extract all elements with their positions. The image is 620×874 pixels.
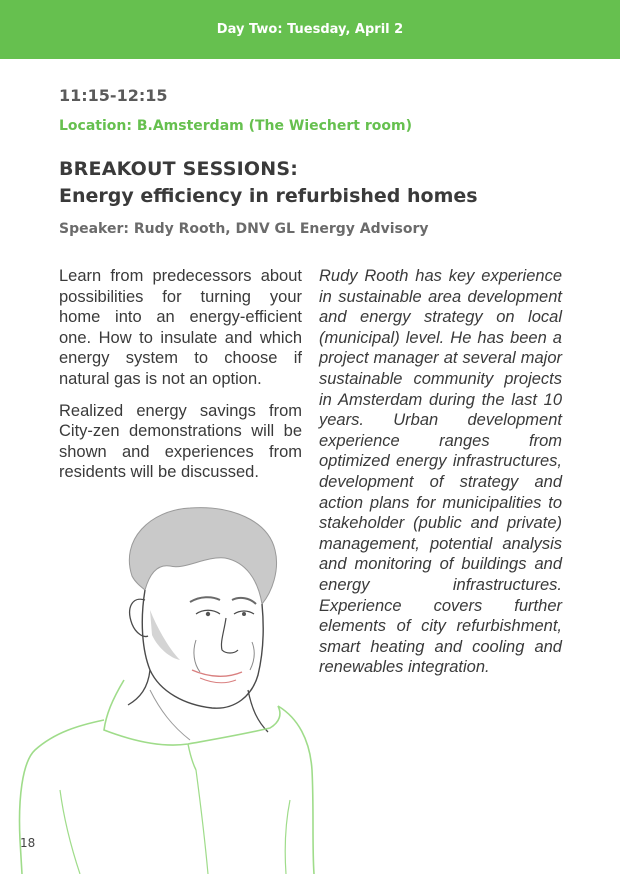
- session-location: Location: B.Amsterdam (The Wiechert room): [59, 118, 412, 134]
- shirt-fold-left: [60, 790, 80, 874]
- smile-line-right: [250, 642, 254, 670]
- ear-outline: [130, 599, 148, 636]
- shirt-collar: [104, 680, 280, 745]
- page-header: [0, 0, 620, 59]
- pupil-left: [206, 612, 210, 616]
- page-number: 18: [20, 836, 36, 850]
- session-title-line1: BREAKOUT SESSIONS:: [59, 158, 299, 180]
- description-paragraph-2: Realized energy savings from City-zen demonstrations will be shown and experiences from residents will be discussed.: [59, 401, 302, 482]
- header-title: Day Two: Tuesday, April 2: [216, 22, 404, 37]
- description-paragraph-1: Learn from predecessors about possibilities for turning your home into an energy-efficient one. How to insulate and which energy system to choose if natural gas is not an option.: [59, 267, 302, 388]
- speaker-bio: [319, 266, 562, 678]
- eyebrow-left: [190, 597, 220, 602]
- shoulder-left: [20, 720, 104, 874]
- speaker-bio-text: Rudy Rooth has key experience in sustainable area development and energy strategy on local (municipal) level. He has been a project manager at several major sustainable community projects in Amsterdam during the last 10 years. Urban development experience ranges from optimized energy infrastructures, development of strategy and action plans for municipalities to stakeholder (public and private) management, potential analysis and monitoring of buildings and energy infrastructures. Experience covers further elements of city refurbishment, smart heating and cooling and renewables integration.: [319, 267, 562, 677]
- neck-right: [248, 690, 268, 732]
- pupil-right: [242, 612, 246, 616]
- shirt-placket: [196, 770, 208, 874]
- hair-shape: [129, 508, 276, 604]
- nose-outline: [221, 618, 238, 653]
- neck-tendon: [150, 690, 190, 740]
- collar-center: [188, 744, 196, 770]
- shirt-fold-right: [285, 800, 290, 874]
- session-time: 11:15-12:15: [59, 86, 168, 105]
- session-title-line2: Energy efficiency in refurbished homes: [59, 185, 478, 207]
- cheek-shading: [150, 610, 180, 660]
- speaker-portrait-illustration: [0, 500, 330, 874]
- session-speaker: Speaker: Rudy Rooth, DNV GL Energy Advisory: [59, 221, 429, 237]
- neck-left: [128, 670, 150, 705]
- mouth-lower: [200, 678, 236, 683]
- eyebrow-right: [232, 598, 256, 604]
- session-description: [59, 266, 302, 494]
- face-outline: [142, 590, 263, 708]
- shoulder-right: [278, 706, 314, 874]
- smile-line-left: [194, 640, 200, 672]
